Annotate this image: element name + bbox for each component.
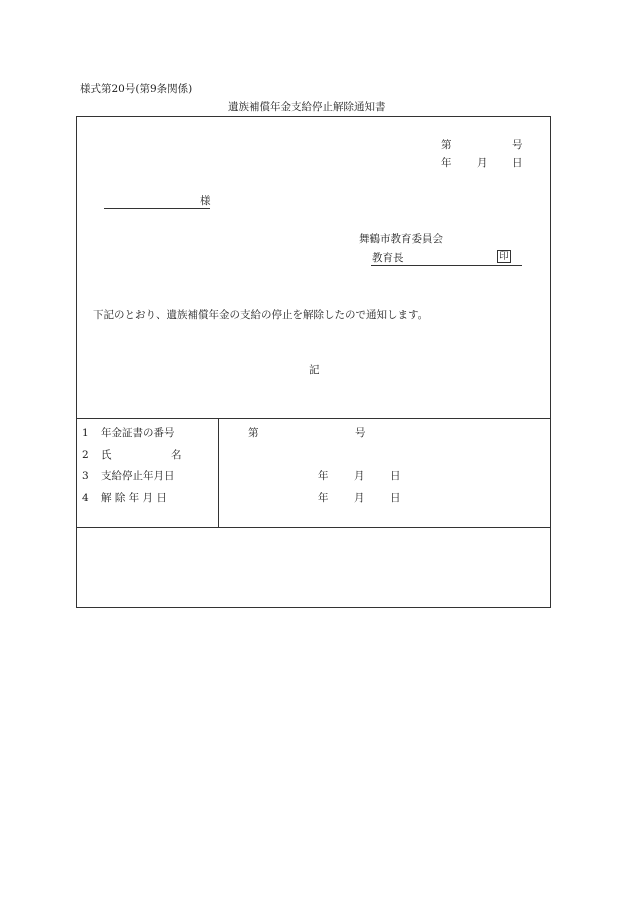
item-2-number: 2 bbox=[82, 449, 89, 461]
date-day: 日 bbox=[512, 157, 523, 169]
number-suffix: 号 bbox=[512, 139, 523, 151]
item-3-month: 月 bbox=[354, 470, 365, 482]
item-3-year: 年 bbox=[318, 470, 329, 482]
item-1-number: 1 bbox=[82, 427, 89, 439]
item-1-label: 年金証書の番号 bbox=[101, 427, 175, 439]
item-3-label: 支給停止年月日 bbox=[101, 470, 175, 482]
item-4-year: 年 bbox=[318, 492, 329, 504]
addressee-suffix: 様 bbox=[200, 195, 211, 207]
item-3-day: 日 bbox=[390, 470, 401, 482]
date-year: 年 bbox=[441, 157, 452, 169]
item-3-number: 3 bbox=[82, 470, 89, 482]
addressee-line bbox=[104, 208, 210, 209]
document-title: 遺族補償年金支給停止解除通知書 bbox=[228, 101, 386, 113]
item-2-label-a: 氏 bbox=[101, 449, 112, 461]
divider-upper bbox=[76, 418, 551, 419]
item-2-label-b: 名 bbox=[171, 449, 182, 461]
item-4-day: 日 bbox=[390, 492, 401, 504]
item-4-number: 4 bbox=[82, 492, 89, 504]
date-month: 月 bbox=[477, 157, 488, 169]
items-column-divider bbox=[218, 418, 219, 527]
issuer-organization: 舞鶴市教育委員会 bbox=[359, 233, 443, 245]
item-1-value-prefix: 第 bbox=[248, 427, 259, 439]
ki-label: 記 bbox=[309, 364, 320, 376]
remarks-area bbox=[77, 528, 550, 607]
body-text: 下記のとおり、遺族補償年金の支給の停止を解除したので通知します。 bbox=[93, 309, 429, 321]
item-4-month: 月 bbox=[354, 492, 365, 504]
form-number: 様式第20号(第9条関係) bbox=[80, 83, 193, 95]
number-prefix: 第 bbox=[441, 139, 452, 151]
issuer-signature-line bbox=[371, 265, 522, 266]
seal-mark: 印 bbox=[497, 250, 511, 263]
issuer-title: 教育長 bbox=[372, 252, 404, 264]
item-4-label: 解 除 年 月 日 bbox=[101, 492, 167, 504]
item-1-value-suffix: 号 bbox=[355, 427, 366, 439]
